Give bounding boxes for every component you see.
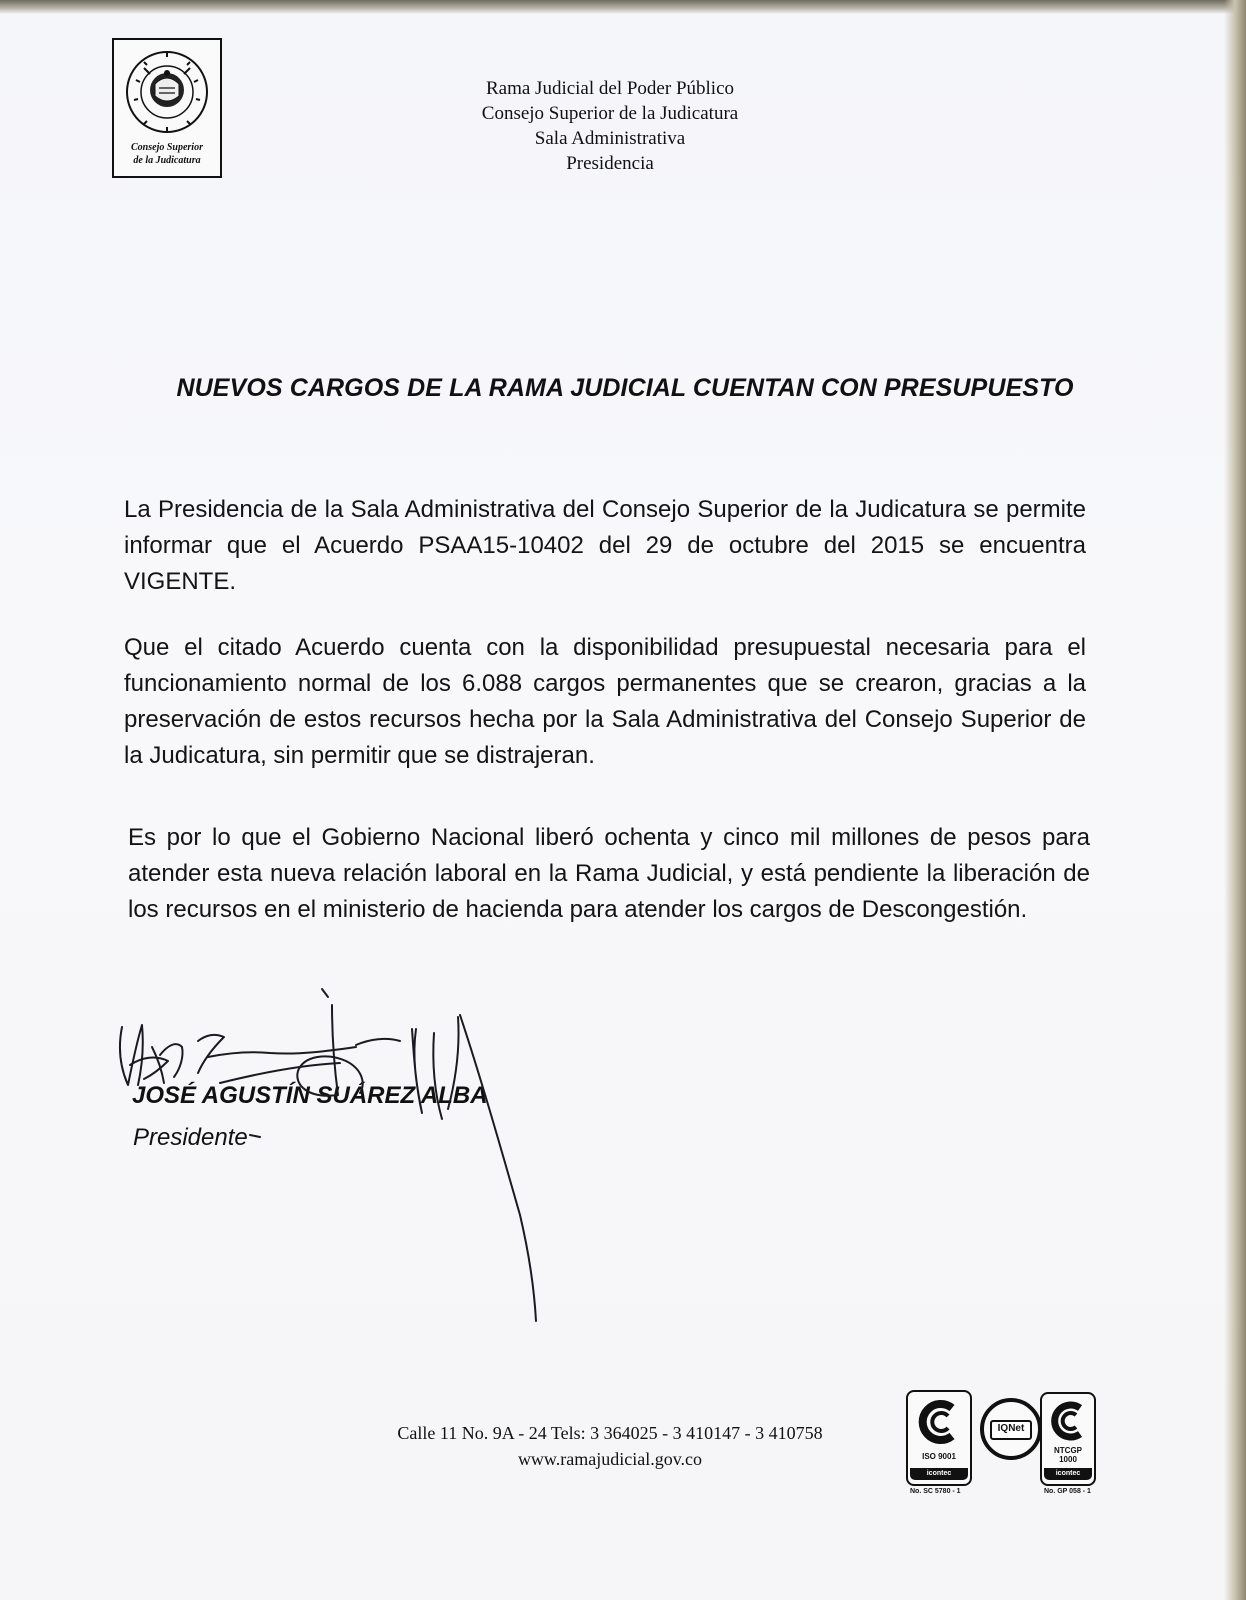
- seal-caption-line1: Consejo Superior: [131, 142, 203, 153]
- paragraph-3: Es por lo que el Gobierno Nacional liberó ochenta y cinco mil millones de pesos para atender esta nueva relación laboral en la Rama Judicial, y está pendiente la liberación de los recursos en el ministerio de hacienda para atender los cargos de Descongestión.: [128, 824, 1090, 923]
- signer-name: JOSÉ AGUSTÍN SUÁREZ ALBA: [132, 1082, 488, 1109]
- paragraph-1: La Presidencia de la Sala Administrativa del Consejo Superior de la Judicatura se permite informar que el Acuerdo PSAA15-10402 del 29 de octubre del 2015 se encuentra VIGENTE.: [124, 496, 1086, 595]
- iso-9001-certification-logo: [906, 1390, 972, 1495]
- footer-contact: [330, 1420, 890, 1472]
- footer-website: www.ramajudicial.gov.co: [517, 1449, 703, 1469]
- letterhead-line-1: Rama Judicial del Poder Público: [485, 78, 734, 99]
- iqnet-certification-logo: [980, 1398, 1042, 1460]
- paper-right-edge: [1224, 0, 1246, 1600]
- iqnet-label: IQNet: [997, 1423, 1025, 1434]
- letterhead: [400, 76, 820, 176]
- ntc-label-line1: NTCGP: [1054, 1446, 1082, 1455]
- iso-cert-number: No. SC 5780 - 1: [910, 1488, 961, 1495]
- ntcgp-1000-certification-logo: [1040, 1392, 1096, 1495]
- letterhead-line-2: Consejo Superior de la Judicatura: [481, 103, 739, 124]
- letterhead-line-4: Presidencia: [566, 153, 654, 174]
- paragraph-2: Que el citado Acuerdo cuenta con la disponibilidad presupuestal necesaria para el funcionamiento normal de los 6.088 cargos permanentes que se crearon, gracias a la preservación de estos recursos hecha por la Sala Administrativa del Consejo Superior de la Judicatura, sin permitir que se distrajeran.: [124, 634, 1086, 769]
- handwritten-signature: [100, 985, 580, 1345]
- paper-top-edge: [0, 0, 1246, 14]
- seal-caption-line2: de la Judicatura: [133, 155, 201, 166]
- icontec-c-icon: [908, 1394, 970, 1450]
- letterhead-line-3: Sala Administrativa: [534, 128, 686, 149]
- ntc-brand-band: icontec: [1044, 1468, 1092, 1480]
- footer-address: Calle 11 No. 9A - 24 Tels: 3 364025 - 3 410147 - 3 410758: [397, 1423, 823, 1443]
- iso-brand-band: icontec: [910, 1468, 968, 1480]
- judicial-seal-logo: [112, 38, 222, 178]
- ntc-label-line2: 1000: [1059, 1455, 1077, 1464]
- signer-role: Presidente: [133, 1124, 248, 1151]
- icontec-c-icon: [1042, 1396, 1094, 1446]
- iso-label: ISO 9001: [922, 1452, 956, 1461]
- document-title: NUEVOS CARGOS DE LA RAMA JUDICIAL CUENTAN CON PRESUPUESTO: [176, 374, 1074, 402]
- iqnet-badge: [990, 1420, 1032, 1440]
- ntc-cert-number: No. GP 058 - 1: [1044, 1488, 1091, 1495]
